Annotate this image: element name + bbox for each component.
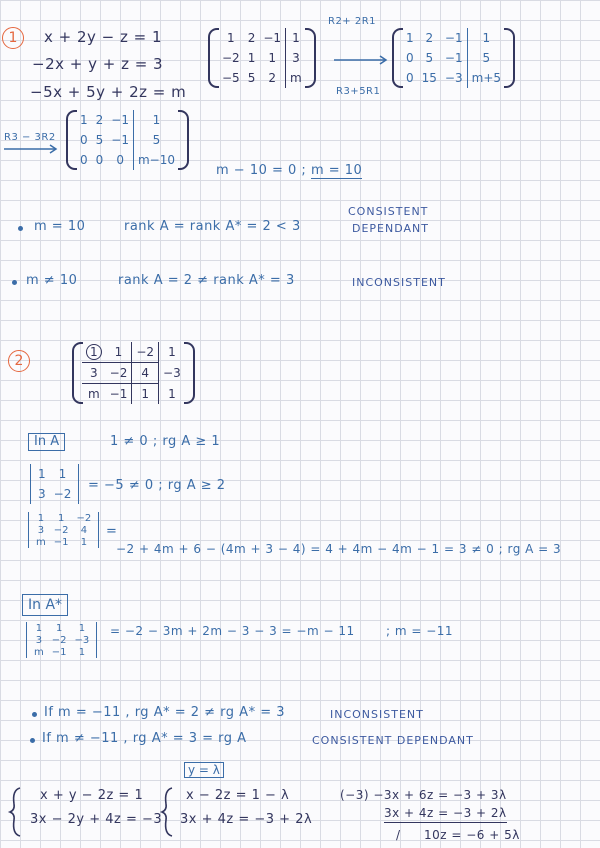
bullet (30, 738, 35, 743)
reduction-row-1: (−3) −3x + 6z = −3 + 3λ (340, 788, 507, 802)
reduction-row-3: 10z = −6 + 5λ (424, 828, 520, 842)
row-op-arrow-2 (4, 144, 60, 154)
bullet (12, 280, 17, 285)
rank-line-1: 1 ≠ 0 ; rg A ≥ 1 (110, 434, 221, 449)
case-2-label: m ≠ 10 (26, 273, 78, 288)
det-3x3-equals: = (106, 524, 118, 539)
system-b-eq2: 3x + 4z = −3 + 2λ (180, 812, 313, 827)
problem-1-number: 1 (2, 27, 24, 49)
det-astar-m: ; m = −11 (386, 624, 454, 638)
case-1-rank: rank A = rank A* = 2 < 3 (124, 219, 301, 234)
if-case-2: If m ≠ −11 , rg A* = 3 = rg A (42, 731, 247, 746)
reduction-row-2: 3x + 4z = −3 + 2λ (384, 806, 507, 823)
det-astar: 1 1 1 3 −2 −3 m −1 1 (30, 622, 93, 658)
augmented-matrix-3: 1 2 −1 1 0 5 −1 5 0 0 0 m−10 (76, 110, 179, 170)
det-2x2: 1 1 3 −2 (34, 464, 75, 504)
system-b-eq1: x − 2z = 1 − λ (186, 788, 290, 803)
in-astar-label: In A* (22, 594, 68, 616)
bullet (32, 712, 37, 717)
case-2-rank: rank A = 2 ≠ rank A* = 3 (118, 273, 295, 288)
if-case-1: If m = −11 , rg A* = 2 ≠ rg A* = 3 (44, 705, 285, 720)
row-op-r2: R2+ 2R1 (328, 16, 377, 27)
row-op-arrow (334, 55, 390, 65)
bullet (18, 226, 23, 231)
det-2x2-result: = −5 ≠ 0 ; rg A ≥ 2 (88, 478, 226, 493)
det-3x3-result: −2 + 4m + 6 − (4m + 3 − 4) = 4 + 4m − 4m − 1 = 3 ≠ 0 ; rg A = 3 (116, 542, 562, 556)
det-astar-result: = −2 − 3m + 2m − 3 − 3 = −m − 11 (110, 624, 355, 638)
case-1-type-b: DEPENDANT (352, 222, 429, 235)
system-a-eq2: 3x − 2y + 4z = −3 (30, 812, 163, 827)
case-1-label: m = 10 (34, 219, 86, 234)
condition: m − 10 = 0 ; m = 10 (216, 163, 363, 178)
det-3x3: 1 1 −2 3 −2 4 m −1 1 (32, 512, 95, 548)
condition-result: m = 10 (310, 163, 363, 178)
system-a-eq1: x + y − 2z = 1 (40, 788, 144, 803)
if-case-1-type: INCONSISTENT (330, 708, 424, 721)
problem-2-number: 2 (8, 350, 30, 372)
row-op-r3-3r2: R3 − 3R2 (4, 132, 56, 143)
reduction-slash: / (396, 828, 401, 842)
system-brace-right (160, 786, 174, 838)
in-a-label: In A (28, 433, 65, 451)
augmented-matrix-p2: 1 1 −2 1 3 −2 4 −3 m −1 1 1 (82, 342, 185, 404)
case-2-type: INCONSISTENT (352, 276, 446, 289)
parameter-label: y = λ (184, 762, 224, 778)
system-brace-left (8, 786, 22, 838)
equation-3: −5x + 5y + 2z = m (30, 83, 187, 101)
augmented-matrix-2: 1 2 −1 1 0 5 −1 5 0 15 −3 m+5 (402, 28, 505, 88)
augmented-matrix-1: 1 2 −1 1 −2 1 1 3 −5 5 2 m (218, 28, 306, 88)
equation-2: −2x + y + z = 3 (32, 55, 164, 73)
case-1-type-a: CONSISTENT (348, 205, 429, 218)
if-case-2-type: CONSISTENT DEPENDANT (312, 734, 474, 747)
equation-1: x + 2y − z = 1 (44, 28, 163, 46)
row-op-r3: R3+5R1 (336, 86, 381, 97)
